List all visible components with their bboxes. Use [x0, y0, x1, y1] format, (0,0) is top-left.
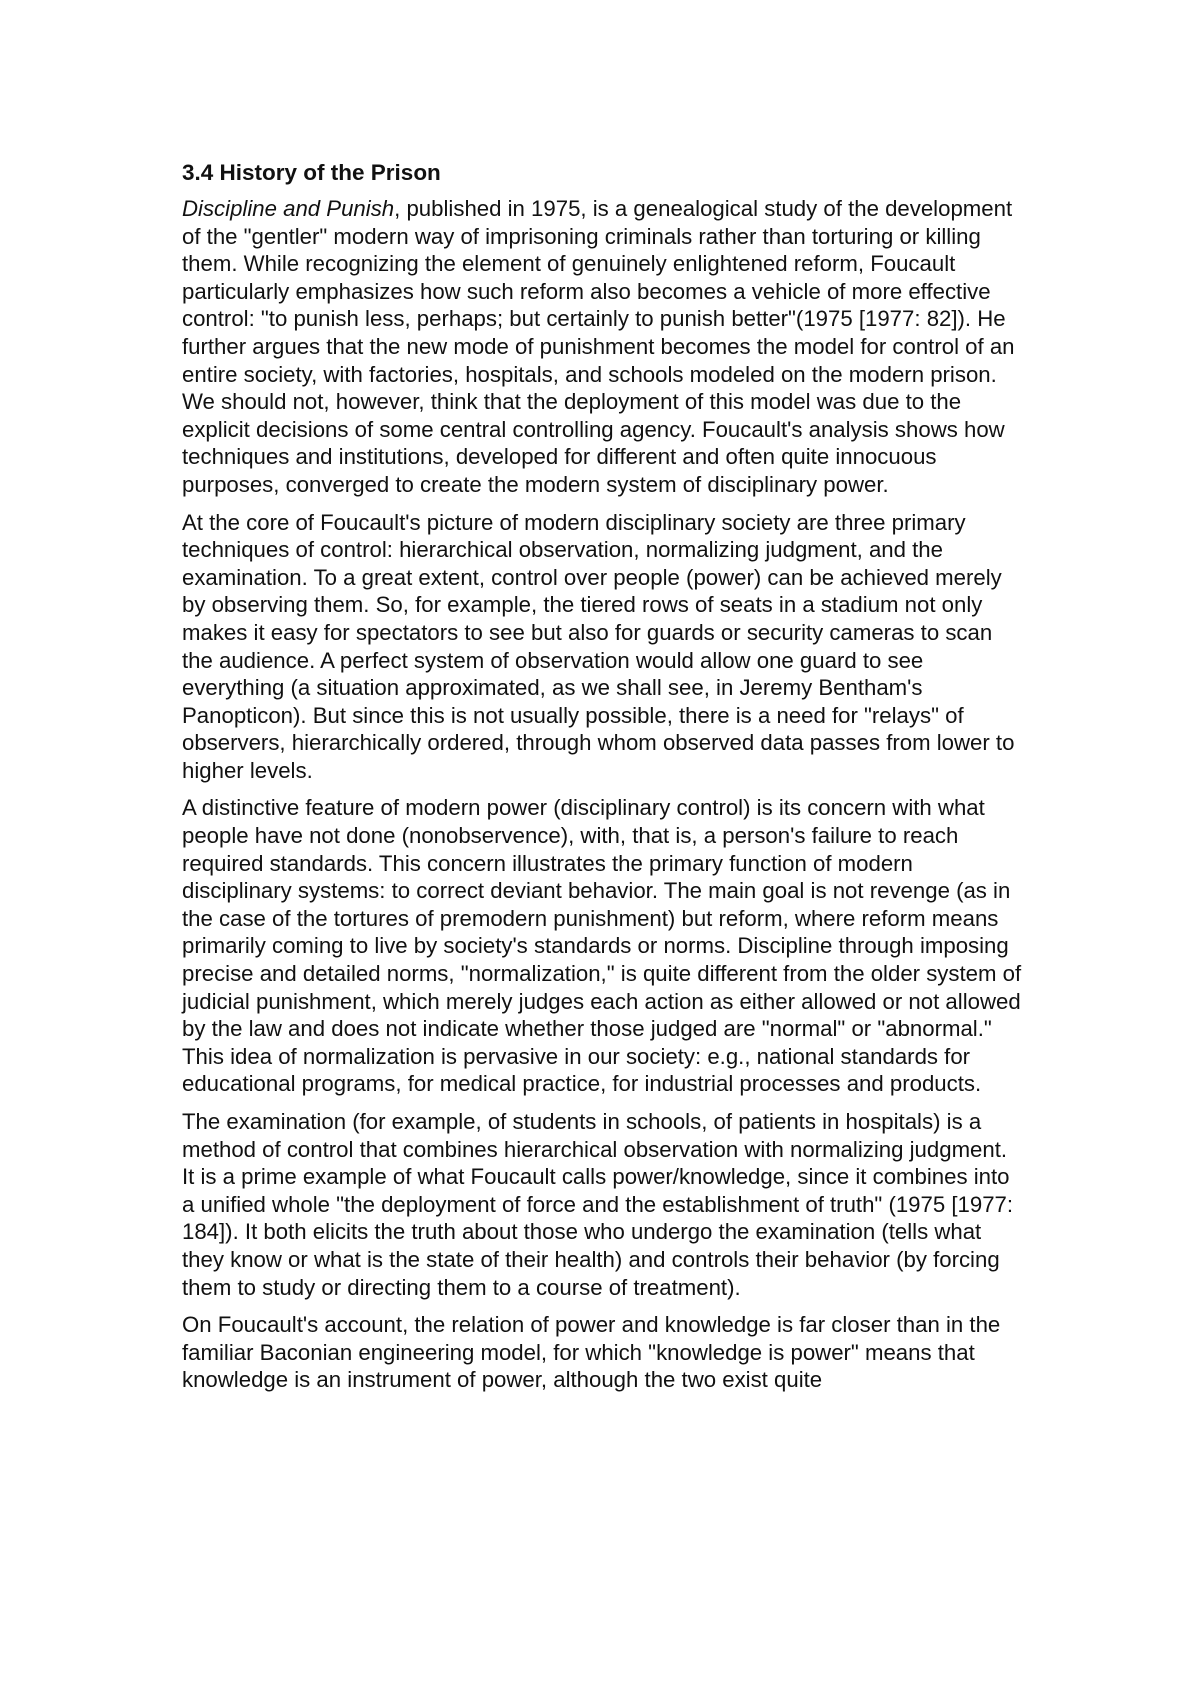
paragraph-1	[182, 195, 1024, 499]
paragraph-1-text: , published in 1975, is a genealogical study of the development of the "gentler" modern way of imprisoning criminals rather than torturing or killing them. While recognizing the element of genuinely enlightened reform, Foucault particularly emphasizes how such reform also becomes a vehicle of more effective control: "to punish less, perhaps; but certainly to punish better"(1975 [1977: 82]). He further argues that the new mode of punishment becomes the model for control of an entire society, with factories, hospitals, and schools modeled on the modern prison. We should not, however, think that the deployment of this model was due to the explicit decisions of some central controlling agency. Foucault's analysis shows how techniques and institutions, developed for different and often quite innocuous purposes, converged to create the modern system of disciplinary power.	[182, 196, 1015, 497]
paragraph-5: On Foucault's account, the relation of power and knowledge is far closer than in the familiar Baconian engineering model, for which "knowledge is power" means that knowledge is an instrument of power, although the two exist quite	[182, 1312, 1001, 1393]
book-title: Discipline and Punish	[182, 196, 395, 221]
paragraph-3: A distinctive feature of modern power (disciplinary control) is its concern with what people have not done (nonobservence), with, that is, a person's failure to reach required standards. This concern illustrates the primary function of modern disciplinary systems: to correct deviant behavior. The main goal is not revenge (as in the case of the tortures of premodern punishment) but reform, where reform means primarily coming to live by society's standards or norms. Discipline through imposing precise and detailed norms, "normalization," is quite different from the older system of judicial punishment, which merely judges each action as either allowed or not allowed by the law and does not indicate whether those judged are "normal" or "abnormal." This idea of normalization is pervasive in our society: e.g., national standards for educational programs, for medical practice, for industrial processes and products.	[182, 795, 1022, 1097]
paragraph-2: At the core of Foucault's picture of modern disciplinary society are three primary techniques of control: hierarchical observation, normalizing judgment, and the examination. To a great extent, control over people (power) can be achieved merely by observing them. So, for example, the tiered rows of seats in a stadium not only makes it easy for spectators to see but also for guards or security cameras to scan the audience. A perfect system of observation would allow one guard to see everything (a situation approximated, as we shall see, in Jeremy Bentham's Panopticon). But since this is not usually possible, there is a need for "relays" of observers, hierarchically ordered, through whom observed data passes from lower to higher levels.	[182, 509, 1015, 783]
paragraph-4: The examination (for example, of students in schools, of patients in hospitals) is a method of control that combines hierarchical observation with normalizing judgment. It is a prime example of what Foucault calls power/knowledge, since it combines into a unified whole "the deployment of force and the establishment of truth" (1975 [1977: 184]). It both elicits the truth about those who undergo the examination (tells what they know or what is the state of their health) and controls their behavior (by forcing them to study or directing them to a course of treatment).	[182, 1109, 1014, 1300]
document-body	[182, 158, 1024, 1404]
section-heading: 3.4 History of the Prison	[182, 160, 441, 185]
